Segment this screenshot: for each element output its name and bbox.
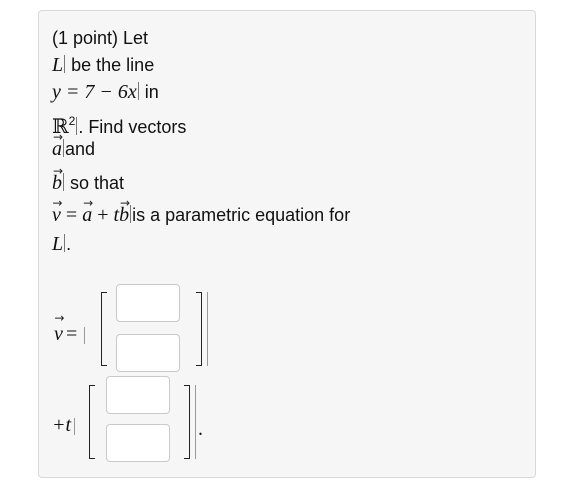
math-cursor-bar: [130, 205, 131, 223]
left-bracket-b: [89, 385, 95, 459]
vector-b-component-1-input[interactable]: [106, 376, 170, 414]
math-cursor-bar: [138, 82, 139, 100]
var-l: L: [52, 54, 64, 76]
superscript-2: 2: [68, 114, 76, 128]
math-cursor-bar: [207, 292, 208, 366]
vector-a-component-1-input[interactable]: [116, 284, 180, 322]
vector-b-component-2-input[interactable]: [106, 424, 170, 462]
answer-vector-v: → v: [54, 323, 63, 346]
problem-intro: (1 point) Let: [52, 28, 149, 48]
math-cursor-bar: [84, 327, 85, 344]
plus-sign: +: [97, 204, 109, 226]
problem-text: and: [65, 139, 96, 159]
left-bracket-a: [101, 292, 107, 366]
vector-b: → b: [119, 204, 129, 226]
problem-line-parametric: [52, 204, 350, 226]
math-cursor-bar: [63, 173, 64, 191]
vector-a: → a: [82, 204, 92, 226]
problem-line-l-end: [52, 233, 71, 255]
problem-line-equation: [52, 81, 159, 103]
var-l: L: [52, 233, 64, 255]
equals-sign: =: [65, 204, 78, 226]
right-bracket-b: [184, 385, 190, 459]
math-cursor-bar: [64, 234, 65, 252]
answer-equals-sign: =: [66, 323, 78, 345]
problem-text: be the line: [71, 55, 155, 75]
math-cursor-bar: [64, 55, 65, 73]
problem-line-r2: [52, 110, 186, 138]
vector-v: → v: [52, 204, 61, 226]
plus-t-label: +t: [52, 414, 72, 436]
right-bracket-a: [196, 292, 202, 366]
period: .: [66, 234, 72, 254]
vector-a: → a: [52, 138, 62, 160]
problem-text: so that: [70, 173, 125, 193]
line-equation: y = 7 − 6x: [52, 81, 137, 103]
final-period: .: [198, 418, 203, 440]
problem-line-a: [52, 138, 95, 160]
problem-text: in: [144, 82, 159, 102]
param-t: t: [113, 204, 120, 226]
real-numbers-symbol: ℝ: [52, 114, 69, 138]
vector-b: → b: [52, 172, 62, 194]
problem-text: . Find vectors: [78, 117, 187, 137]
problem-line-l: [52, 54, 154, 76]
math-cursor-bar: [63, 139, 64, 157]
problem-line-b: [52, 172, 124, 194]
math-cursor-bar: [195, 385, 196, 459]
problem-text: is a parametric equation for: [132, 205, 351, 225]
math-cursor-bar: [74, 418, 75, 435]
vector-a-component-2-input[interactable]: [116, 334, 180, 372]
